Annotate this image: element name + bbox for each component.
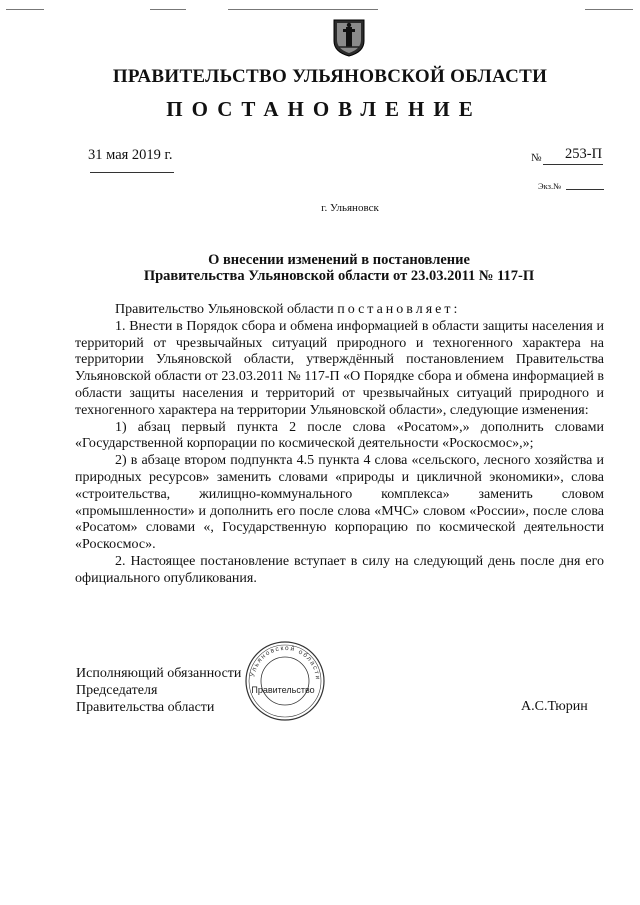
paragraph-subitem-1: 1) абзац первый пункта 2 после слова «Росатом»,» дополнить словами «Государственной корпорации по космической деятельности «Роскосмос»,»; bbox=[75, 419, 604, 452]
margin-mark bbox=[150, 9, 186, 10]
copy-number-underline bbox=[566, 189, 604, 190]
preamble-text: Правительство Ульяновской области bbox=[115, 302, 338, 317]
official-seal-stamp bbox=[244, 640, 326, 722]
margin-mark bbox=[228, 9, 378, 10]
margin-mark bbox=[6, 9, 44, 10]
date-underline bbox=[90, 172, 174, 173]
number-sign: № bbox=[531, 152, 542, 164]
signatory-position-line-2: Председателя bbox=[76, 683, 158, 698]
document-subject-line-2: Правительства Ульяновской области от 23.03.2011 № 117-П bbox=[143, 268, 535, 284]
government-title: ПРАВИТЕЛЬСТВО УЛЬЯНОВСКОЙ ОБЛАСТИ bbox=[112, 66, 548, 87]
preamble bbox=[75, 302, 604, 319]
preamble-keyword: постановляет: bbox=[337, 302, 461, 317]
document-date: 31 мая 2019 г. bbox=[88, 147, 173, 163]
paragraph-item-2: 2. Настоящее постановление вступает в силу на следующий день после дня его официального опубликования. bbox=[75, 553, 604, 586]
document-subject-line-1: О внесении изменений в постановление bbox=[208, 252, 470, 268]
margin-mark bbox=[585, 9, 633, 10]
document-number: 253-П bbox=[565, 146, 603, 162]
city-label: г. Ульяновск bbox=[321, 202, 379, 214]
number-underline bbox=[543, 164, 603, 165]
svg-text:Ульяновской области: Ульяновской области bbox=[249, 644, 322, 682]
coat-of-arms-icon bbox=[331, 17, 367, 57]
signature-block bbox=[76, 665, 241, 716]
signer-name: А.С.Тюрин bbox=[521, 699, 588, 714]
seal-center-text: Правительство bbox=[251, 685, 315, 695]
paragraph-subitem-2: 2) в абзаце втором подпункта 4.5 пункта 4 слова «сельского, лесного хозяйства и природных ресурсов» заменить словами «природы и цикличной экономики», слова «строительства, жилищно-коммунального комплекса» заменить словом «промышленности» и дополнить его после слова «МЧС» словом «России», после слова «Росатом» словами «, Государственную корпорацию по космической деятельности «Роскосмос». bbox=[75, 453, 604, 553]
paragraph-item-1: 1. Внести в Порядок сбора и обмена информацией в области защиты населения и территорий от чрезвычайных ситуаций природного и техногенного характера на территории Ульяновской области, утверждённый постановлением Правительства Ульяновской области от 23.03.2011 № 117-П «О Порядке сбора и обмена информацией в области защиты населения и территорий от чрезвычайных ситуаций природного и техногенного характера на территории Ульяновской области», следующие изменения: bbox=[75, 318, 604, 418]
signatory-position-line-1: Исполняющий обязанности bbox=[76, 666, 242, 681]
document-type-title: ПОСТАНОВЛЕНИЕ bbox=[166, 97, 482, 121]
copy-number-label: Экз.№ bbox=[538, 181, 562, 191]
document-body bbox=[75, 276, 604, 588]
signatory-position-line-3: Правительства области bbox=[76, 700, 215, 715]
